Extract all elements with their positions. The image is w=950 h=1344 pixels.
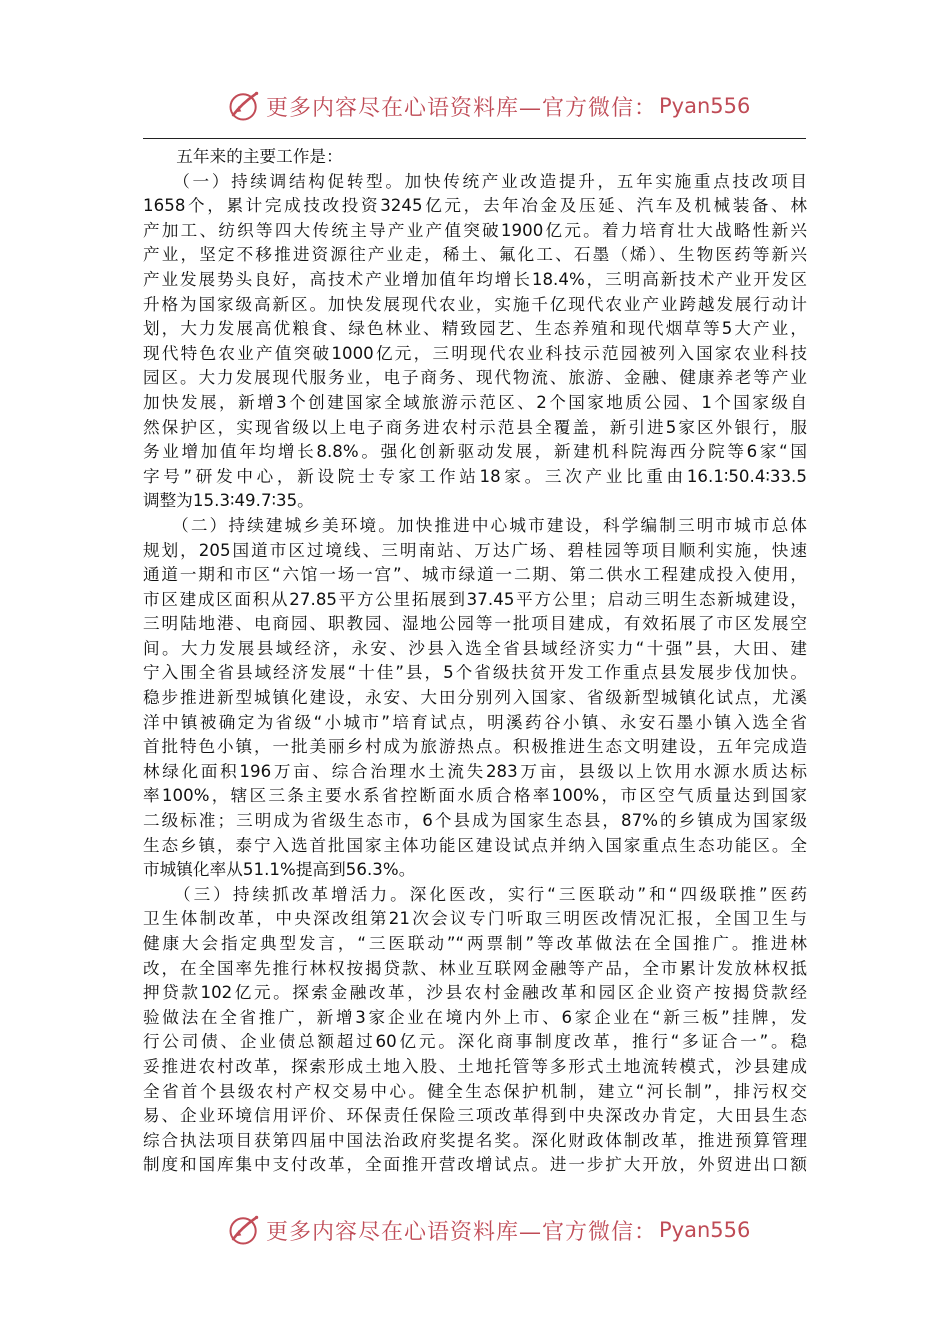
text-line: 首批特色小镇，一批美丽乡村成为旅游热点。积极推进生态文明建设，五年完成造: [143, 737, 807, 757]
text-line: 验做法在全省推广，新增3家企业在境内外上市、6家企业在“新三板”挂牌，发: [143, 1007, 807, 1027]
watermark-header: [0, 86, 950, 126]
text-line: 1658个，累计完成技改投资3245亿元，去年冶金及压延、汽车及机械装备、林: [143, 196, 807, 216]
text-line: 洋中镇被确定为省级“小城市”培育试点，明溪药谷小镇、永安石墨小镇入选全省: [143, 712, 807, 732]
text-line: 率100%，辖区三条主要水系省控断面水质合格率100%，市区空气质量达到国家: [143, 786, 807, 806]
text-line: 规划，205国道市区过境线、三明南站、万达广场、碧桂园等项目顺利实施，快速: [143, 540, 807, 560]
text-line: 加快发展，新增3个创建国家全域旅游示范区、2个国家地质公园、1个国家级自: [143, 392, 807, 412]
text-line: 综合执法项目获第四届中国法治政府奖提名奖。深化财政体制改革，推进预算管理: [143, 1130, 807, 1150]
text-line: （一）持续调结构促转型。加快传统产业改造提升，五年实施重点技改项目: [143, 171, 807, 191]
text-line: 妥推进农村改革，探索形成土地入股、土地托管等多形式土地流转模式，沙县建成: [143, 1056, 807, 1076]
watermark-text: 更多内容尽在心语资料库—官方微信：: [266, 95, 658, 121]
text-line: 改，在全国率先推行林权按揭贷款、林业互联网金融等产品，全市累计发放林权抵: [143, 958, 807, 978]
text-line: 全省首个县级农村产权交易中心。健全生态保护机制，建立“河长制”，排污权交: [143, 1081, 807, 1101]
text-line: 务业增加值年均增长8.8%。强化创新驱动发展，新建机科院海西分院等6家“国: [143, 442, 807, 462]
text-line: 林绿化面积196万亩、综合治理水土流失283万亩，县级以上饮用水源水质达标: [143, 761, 807, 781]
text-line: 押贷款102亿元。探索金融改革，沙县农村金融改革和园区企业资产按揭贷款经: [143, 983, 807, 1003]
text-line: 二级标准；三明成为省级生态市，6个县成为国家生态县，87%的乡镇成为国家级: [143, 811, 807, 831]
text-line: 划，大力发展高优粮食、绿色林业、精致园艺、生态养殖和现代烟草等5大产业，: [143, 319, 807, 339]
watermark-text: 更多内容尽在心语资料库—官方微信：: [266, 1219, 658, 1245]
text-line: （三）持续抓改革增活力。深化医改，实行“三医联动”和“四级联推”医药: [143, 884, 807, 904]
text-line: 健康大会指定典型发言，“三医联动”“两票制”等改革做法在全国推广。推进林: [143, 934, 807, 953]
text-line: 稳步推进新型城镇化建设，永安、大田分别列入国家、省级新型城镇化试点，尤溪: [143, 688, 807, 708]
text-line: 行公司债、企业债总额超过60亿元。深化商事制度改革，推行“多证合一”。稳: [143, 1032, 807, 1052]
text-line: （二）持续建城乡美环境。加快推进中心城市建设，科学编制三明市城市总体: [143, 515, 807, 535]
text-line: 易、企业环境信用评价、环保责任保险三项改革得到中央深改办肯定，大田县生态: [143, 1106, 807, 1126]
document-body: [143, 145, 807, 1178]
watermark-wechat-id: Pyan556: [659, 1218, 751, 1242]
pen-logo-icon: [226, 88, 262, 124]
text-line: 三明陆地港、电商园、职教园、湿地公园等一批项目建成，有效拓展了市区发展空: [143, 614, 807, 634]
text-line: 通道一期和市区“六馆一场一宫”、城市绿道一二期、第二供水工程建成投入使用，: [143, 565, 807, 585]
header-divider: [143, 138, 806, 139]
text-line: 升格为国家级高新区。加快发展现代农业，实施千亿现代农业产业跨越发展行动计: [143, 294, 807, 314]
text-line: 制度和国库集中支付改革，全面推开营改增试点。进一步扩大开放，外贸进出口额: [143, 1155, 807, 1175]
watermark-wechat-id: Pyan556: [659, 94, 751, 118]
text-line: 字号”研发中心，新设院士专家工作站18家。三次产业比重由16.1∶50.4∶33.5: [143, 466, 807, 486]
text-line: 五年来的主要工作是：: [143, 147, 343, 166]
text-line: 市区建成区面积从27.85平方公里拓展到37.45平方公里；启动三明生态新城建设，: [143, 589, 807, 609]
text-line: 宁入围全省县域经济发展“十佳”县，5个省级扶贫开发工作重点县发展步伐加快。: [143, 663, 807, 683]
text-line: 产业发展势头良好，高技术产业增加值年均增长18.4%，三明高新技术产业开发区: [143, 269, 807, 289]
text-line: 园区。大力发展现代服务业，电子商务、现代物流、旅游、金融、健康养老等产业: [143, 368, 807, 388]
text-line: 产业，坚定不移推进资源往产业走，稀土、氟化工、石墨（烯）、生物医药等新兴: [143, 245, 807, 265]
text-line: 间。大力发展县域经济，永安、沙县入选全省县域经济实力“十强”县，大田、建: [143, 638, 807, 658]
text-line: 调整为15.3∶49.7∶35。: [143, 491, 314, 511]
text-line: 现代特色农业产值突破1000亿元，三明现代农业科技示范园被列入国家农业科技: [143, 343, 807, 363]
text-line: 市城镇化率从51.1%提高到56.3%。: [143, 860, 416, 880]
text-line: 生态乡镇，泰宁入选首批国家主体功能区建设试点并纳入国家重点生态功能区。全: [143, 835, 807, 855]
watermark-footer: [0, 1210, 950, 1250]
text-line: 然保护区，实现省级以上电子商务进农村示范县全覆盖，新引进5家区外银行，服: [143, 417, 807, 437]
text-line: 产加工、纺织等四大传统主导产业产值突破1900亿元。着力培育壮大战略性新兴: [143, 220, 807, 240]
text-line: 卫生体制改革，中央深改组第21次会议专门听取三明医改情况汇报，全国卫生与: [143, 909, 807, 929]
pen-logo-icon: [226, 1212, 262, 1248]
